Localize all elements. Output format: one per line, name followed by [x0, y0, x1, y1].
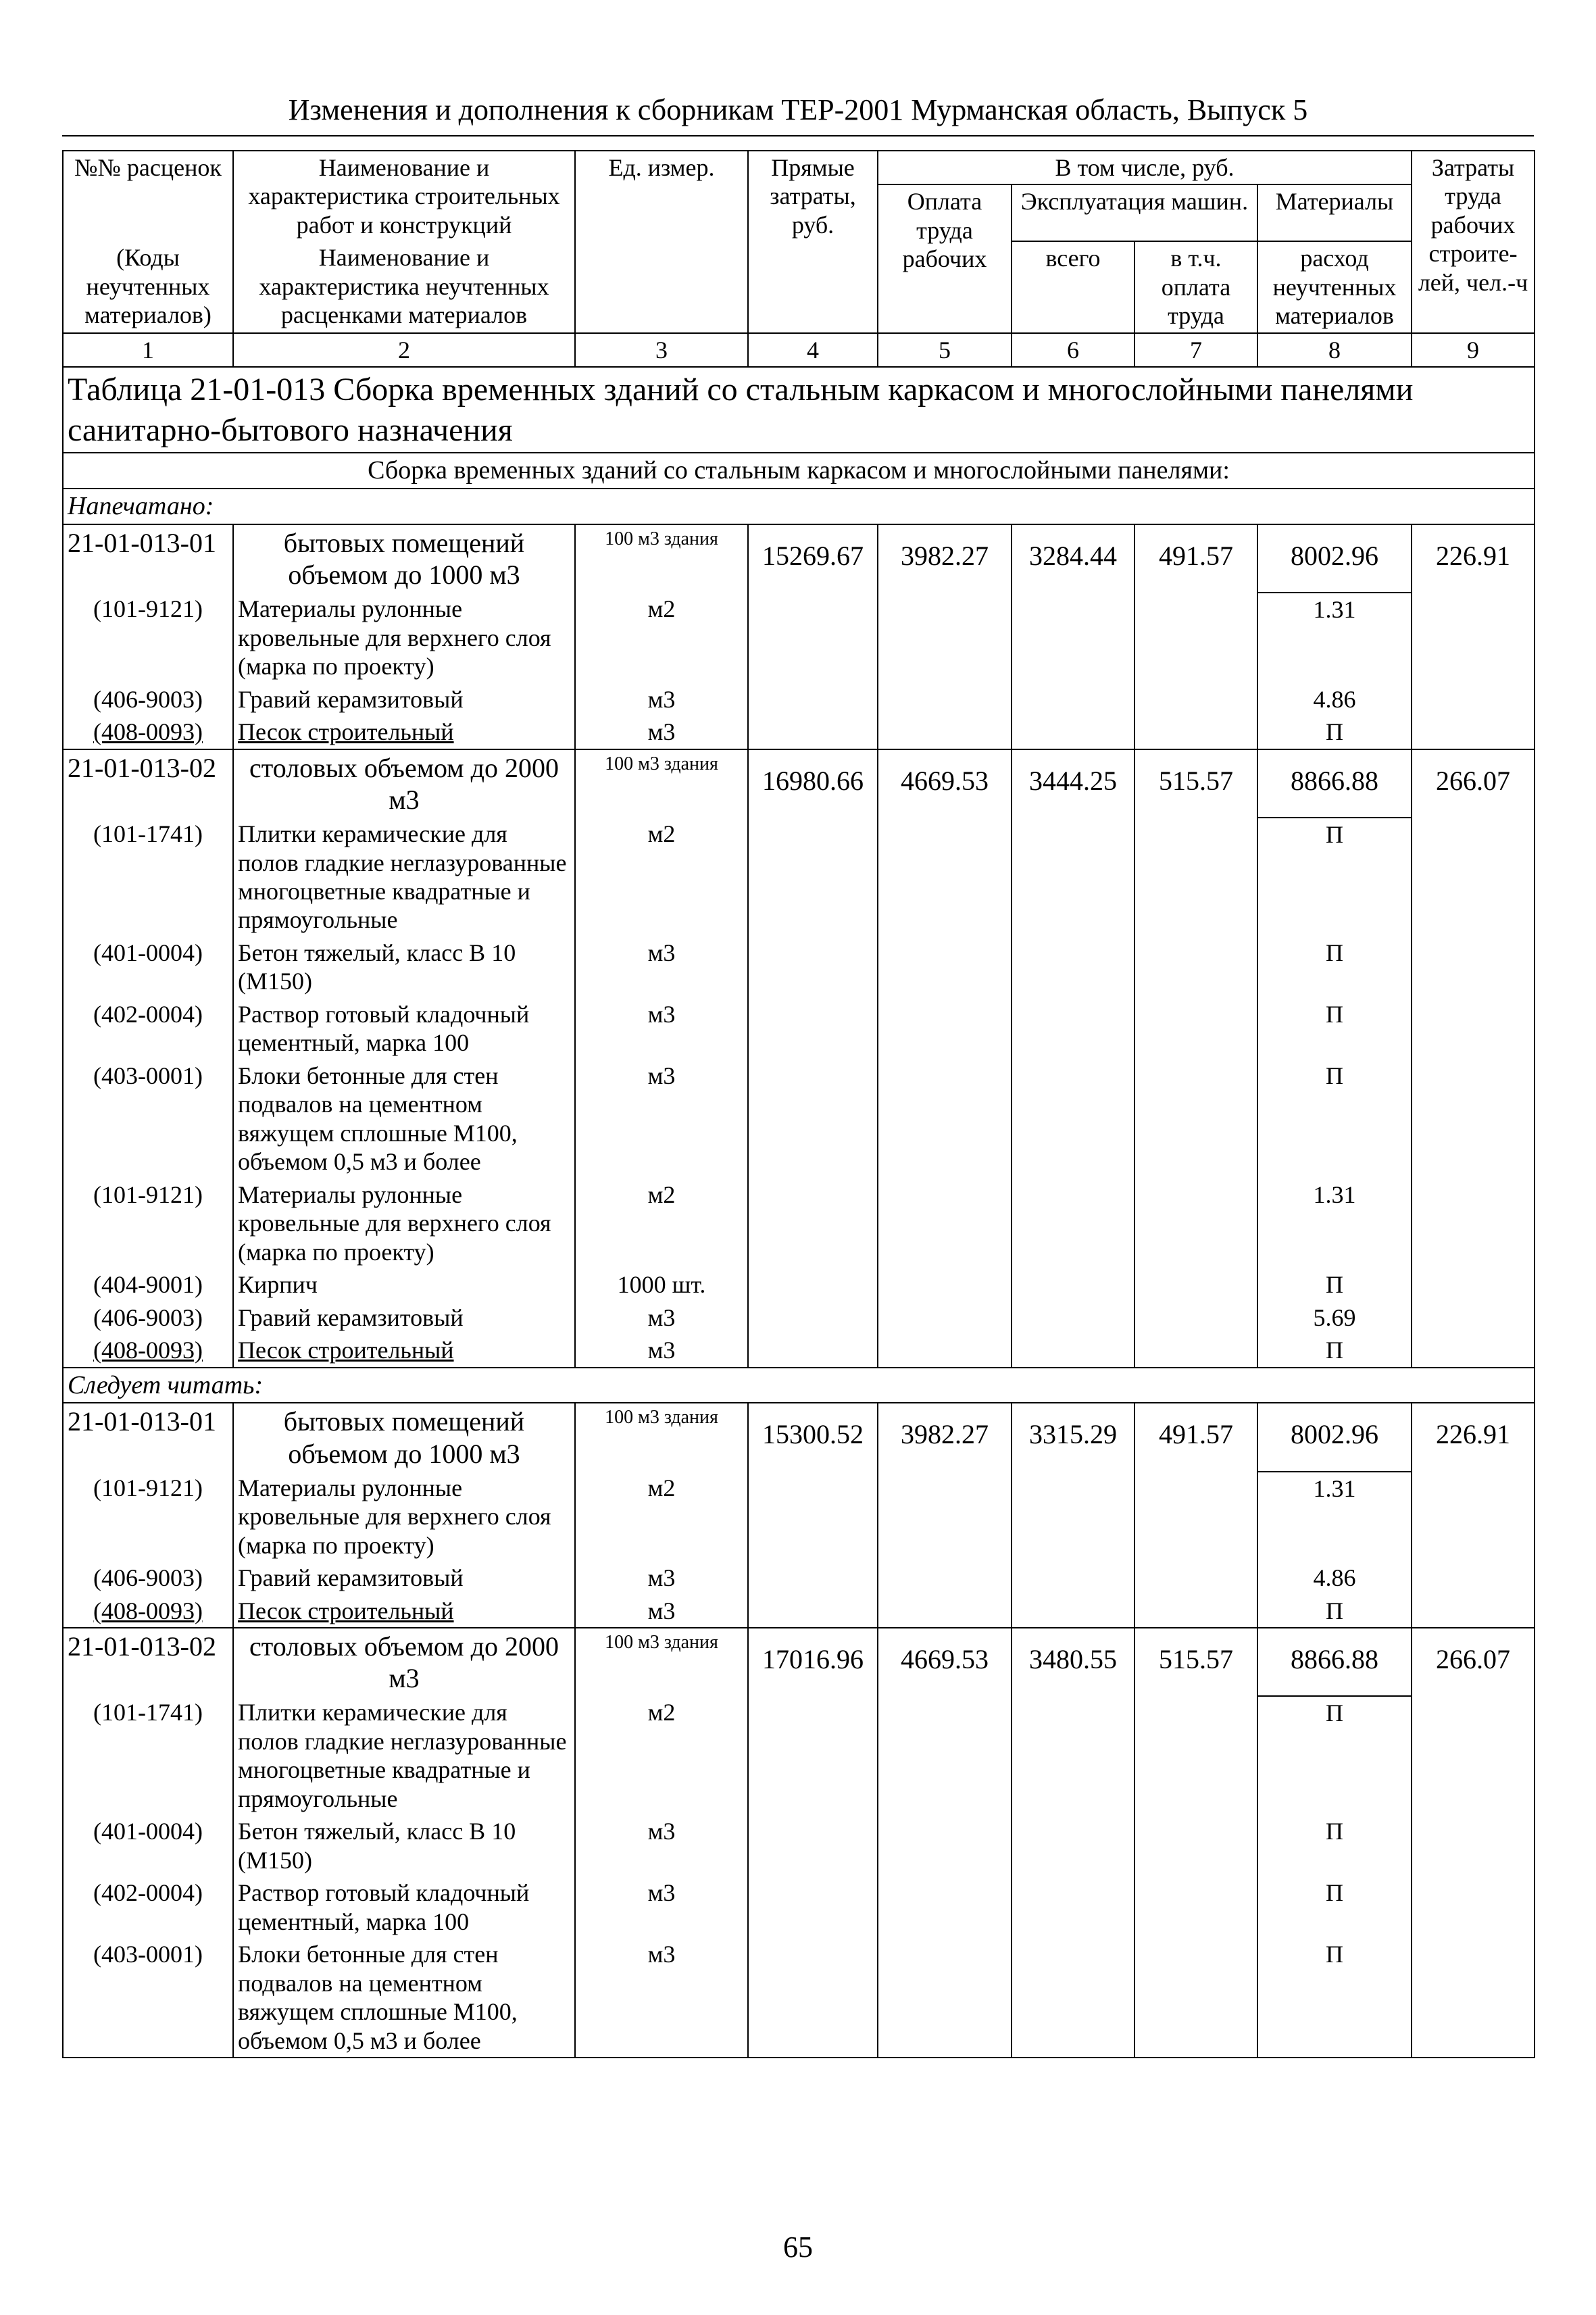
material-row [63, 593, 1535, 682]
direct-cost: 15300.52 [748, 1403, 878, 1471]
material-qty: П [1257, 1595, 1412, 1628]
material-qty: 4.86 [1257, 1562, 1412, 1594]
material-unit: м3 [575, 937, 748, 998]
materials-cost: 8866.88 [1257, 1628, 1412, 1696]
material-name: Плитки керамические для полов гладкие неглазурованные многоцветные квадратные и прямоугольные [233, 818, 575, 937]
material-row [63, 1876, 1535, 1938]
material-qty: П [1257, 818, 1412, 937]
material-row [63, 1595, 1535, 1628]
column-numbers-row [63, 333, 1535, 367]
material-name: Песок строительный [233, 1334, 575, 1367]
material-qty: П [1257, 716, 1412, 749]
material-row [63, 818, 1535, 937]
col3-header: Ед. измер. [575, 151, 748, 333]
table-title: Таблица 21-01-013 Сборка временных зданий со стальным каркасом и многослойными панелями санитарно-бытового назначения [63, 367, 1535, 453]
section-title-row [63, 453, 1535, 489]
material-name: Песок строительный [233, 716, 575, 749]
materials-cost: 8866.88 [1257, 749, 1412, 818]
column-number: 7 [1134, 333, 1257, 367]
material-code: (404-9001) [63, 1268, 233, 1301]
material-row [63, 1301, 1535, 1334]
material-name: Гравий керамзитовый [233, 1562, 575, 1594]
material-name: Раствор готовый кладочный цементный, марка 100 [233, 1876, 575, 1938]
material-code: (401-0004) [63, 937, 233, 998]
rate-row [63, 749, 1535, 818]
material-name: Блоки бетонные для стен подвалов на цементном вяжущем сплошные М100, объемом 0,5 м3 и более [233, 1938, 575, 2058]
machine-cost: 3480.55 [1012, 1628, 1134, 1696]
labor-cost: 4669.53 [878, 1628, 1012, 1696]
rate-name: столовых объемом до 2000 м3 [233, 1628, 575, 1696]
printed-label: Напечатано: [63, 489, 1535, 524]
material-unit: м3 [575, 1595, 748, 1628]
rate-unit: 100 м3 здания [575, 1628, 748, 1696]
col9-header: Затраты труда рабочих строите-лей, чел.-ч [1412, 151, 1535, 333]
material-unit: м2 [575, 1178, 748, 1268]
machine-cost: 3284.44 [1012, 524, 1134, 593]
labor-cost: 3982.27 [878, 524, 1012, 593]
material-qty: 1.31 [1257, 1178, 1412, 1268]
col7-header: в т.ч. оплата труда [1134, 241, 1257, 332]
labor-cost: 3982.27 [878, 1403, 1012, 1471]
col2-header-top: Наименование и характеристика строительных работ и конструкций [233, 151, 575, 241]
material-qty: 1.31 [1257, 1472, 1412, 1562]
material-unit: м3 [575, 683, 748, 716]
material-code: (402-0004) [63, 1876, 233, 1938]
page-header: Изменения и дополнения к сборникам ТЕР-2001 Мурманская область, Выпуск 5 [62, 85, 1534, 136]
material-unit: м3 [575, 998, 748, 1060]
materials-cost: 8002.96 [1257, 1403, 1412, 1471]
material-row [63, 1938, 1535, 2058]
section-title: Сборка временных зданий со стальным каркасом и многослойными панелями: [63, 453, 1535, 489]
material-qty: П [1257, 1696, 1412, 1815]
rate-row [63, 1403, 1535, 1471]
col4-header: Прямые затраты, руб. [748, 151, 878, 333]
col2-header-bottom: Наименование и характеристика неучтенных расценками материалов [233, 241, 575, 332]
material-code: (406-9003) [63, 683, 233, 716]
material-unit: м2 [575, 818, 748, 937]
material-name: Кирпич [233, 1268, 575, 1301]
material-row [63, 1268, 1535, 1301]
material-row [63, 1334, 1535, 1367]
material-qty: П [1257, 937, 1412, 998]
material-qty: 5.69 [1257, 1301, 1412, 1334]
material-code: (408-0093) [63, 716, 233, 749]
labor-hours: 266.07 [1412, 1628, 1535, 1696]
material-unit: м3 [575, 1938, 748, 2058]
material-unit: 1000 шт. [575, 1268, 748, 1301]
direct-cost: 16980.66 [748, 749, 878, 818]
material-code: (403-0001) [63, 1060, 233, 1178]
material-name: Материалы рулонные кровельные для верхнего слоя (марка по проекту) [233, 1472, 575, 1562]
col1-header-bottom: (Коды неучтенных материалов) [63, 241, 233, 332]
col5-header: Оплата труда рабочих [878, 184, 1012, 332]
material-row [63, 998, 1535, 1060]
labor-hours: 226.91 [1412, 1403, 1535, 1471]
material-code: (101-9121) [63, 593, 233, 682]
machine-labor-cost: 491.57 [1134, 1403, 1257, 1471]
rate-row [63, 1628, 1535, 1696]
material-unit: м2 [575, 1696, 748, 1815]
material-qty: П [1257, 1060, 1412, 1178]
material-code: (101-1741) [63, 818, 233, 937]
material-unit: м3 [575, 1876, 748, 1938]
direct-cost: 17016.96 [748, 1628, 878, 1696]
material-code: (101-9121) [63, 1472, 233, 1562]
material-qty: 4.86 [1257, 683, 1412, 716]
column-number: 2 [233, 333, 575, 367]
material-code: (403-0001) [63, 1938, 233, 2058]
machines-header: Эксплуатация машин. [1012, 184, 1257, 241]
material-name: Материалы рулонные кровельные для верхнего слоя (марка по проекту) [233, 1178, 575, 1268]
material-row [63, 937, 1535, 998]
material-name: Бетон тяжелый, класс В 10 (М150) [233, 1815, 575, 1876]
material-unit: м3 [575, 1334, 748, 1367]
rate-code: 21-01-013-01 [63, 524, 233, 593]
rate-row [63, 524, 1535, 593]
material-code: (408-0093) [63, 1595, 233, 1628]
material-code: (101-9121) [63, 1178, 233, 1268]
rates-table [62, 150, 1535, 2058]
material-qty: П [1257, 998, 1412, 1060]
material-unit: м3 [575, 1562, 748, 1594]
material-qty: 1.31 [1257, 593, 1412, 682]
column-number: 9 [1412, 333, 1535, 367]
material-name: Блоки бетонные для стен подвалов на цементном вяжущем сплошные М100, объемом 0,5 м3 и более [233, 1060, 575, 1178]
material-row [63, 683, 1535, 716]
material-code: (401-0004) [63, 1815, 233, 1876]
material-qty: П [1257, 1815, 1412, 1876]
material-name: Раствор готовый кладочный цементный, марка 100 [233, 998, 575, 1060]
material-name: Плитки керамические для полов гладкие неглазурованные многоцветные квадратные и прямоугольные [233, 1696, 575, 1815]
direct-cost: 15269.67 [748, 524, 878, 593]
material-code: (406-9003) [63, 1301, 233, 1334]
rate-unit: 100 м3 здания [575, 1403, 748, 1471]
should-read-label: Следует читать: [63, 1368, 1535, 1403]
material-name: Песок строительный [233, 1595, 575, 1628]
material-row [63, 1696, 1535, 1815]
including-header: В том числе, руб. [878, 151, 1412, 184]
rate-name: бытовых помещений объемом до 1000 м3 [233, 1403, 575, 1471]
material-name: Гравий керамзитовый [233, 683, 575, 716]
machine-labor-cost: 515.57 [1134, 749, 1257, 818]
rate-unit: 100 м3 здания [575, 749, 748, 818]
labor-hours: 226.91 [1412, 524, 1535, 593]
labor-hours: 266.07 [1412, 749, 1535, 818]
table-title-row [63, 367, 1535, 453]
material-row [63, 716, 1535, 749]
machine-cost: 3315.29 [1012, 1403, 1134, 1471]
material-qty: П [1257, 1268, 1412, 1301]
material-qty: П [1257, 1938, 1412, 2058]
material-name: Бетон тяжелый, класс В 10 (М150) [233, 937, 575, 998]
should-read-label-row [63, 1368, 1535, 1403]
header-row-1 [63, 151, 1535, 184]
labor-cost: 4669.53 [878, 749, 1012, 818]
column-number: 5 [878, 333, 1012, 367]
material-code: (402-0004) [63, 998, 233, 1060]
rate-code: 21-01-013-02 [63, 1628, 233, 1696]
material-unit: м3 [575, 1815, 748, 1876]
material-unit: м3 [575, 716, 748, 749]
column-number: 4 [748, 333, 878, 367]
material-code: (408-0093) [63, 1334, 233, 1367]
rate-code: 21-01-013-02 [63, 749, 233, 818]
material-unit: м3 [575, 1060, 748, 1178]
material-qty: П [1257, 1876, 1412, 1938]
machine-cost: 3444.25 [1012, 749, 1134, 818]
machine-labor-cost: 491.57 [1134, 524, 1257, 593]
material-unit: м3 [575, 1301, 748, 1334]
material-unit: м2 [575, 593, 748, 682]
material-name: Материалы рулонные кровельные для верхнего слоя (марка по проекту) [233, 593, 575, 682]
rate-unit: 100 м3 здания [575, 524, 748, 593]
page-number: 65 [783, 2231, 813, 2264]
column-number: 1 [63, 333, 233, 367]
material-name: Гравий керамзитовый [233, 1301, 575, 1334]
material-row [63, 1815, 1535, 1876]
col8-header-bottom: расход неучтенных материалов [1257, 241, 1412, 332]
rate-name: бытовых помещений объемом до 1000 м3 [233, 524, 575, 593]
material-row [63, 1562, 1535, 1594]
col1-header-top: №№ расценок [63, 151, 233, 241]
material-unit: м2 [575, 1472, 748, 1562]
material-qty: П [1257, 1334, 1412, 1367]
col8-header-top: Материалы [1257, 184, 1412, 241]
machine-labor-cost: 515.57 [1134, 1628, 1257, 1696]
material-row [63, 1060, 1535, 1178]
column-number: 6 [1012, 333, 1134, 367]
column-number: 8 [1257, 333, 1412, 367]
column-number: 3 [575, 333, 748, 367]
printed-label-row [63, 489, 1535, 524]
material-code: (406-9003) [63, 1562, 233, 1594]
material-code: (101-1741) [63, 1696, 233, 1815]
col6-header: всего [1012, 241, 1134, 332]
materials-cost: 8002.96 [1257, 524, 1412, 593]
material-row [63, 1472, 1535, 1562]
material-row [63, 1178, 1535, 1268]
rate-name: столовых объемом до 2000 м3 [233, 749, 575, 818]
rate-code: 21-01-013-01 [63, 1403, 233, 1471]
